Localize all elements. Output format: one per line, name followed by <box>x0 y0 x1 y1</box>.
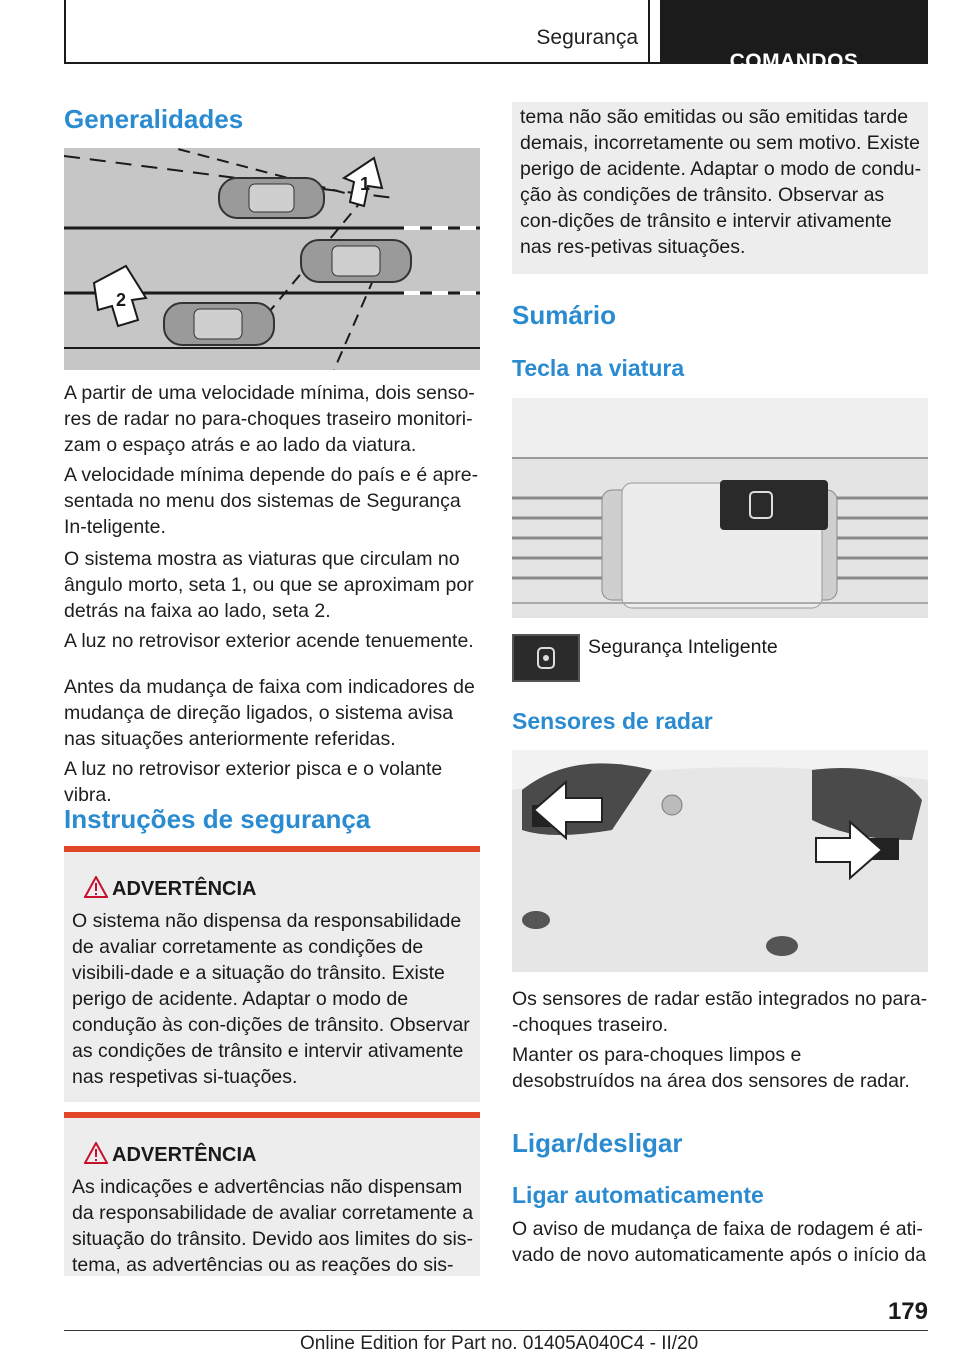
button-label: Segurança Inteligente <box>588 636 778 658</box>
heading-sensors: Sensores de radar <box>512 708 713 734</box>
warning-text: As indicações e advertências não dispensam da responsabilidade de avaliar corretamente a situação do trânsito. Devido aos limites do sis-tema, as advertências ou as reações do sis- <box>72 1176 474 1276</box>
paragraph-min-speed: A velocidade mínima depende do país e é apre-sentada no menu dos sistemas de Segurança In-teligente. <box>64 464 479 538</box>
warning-triangle-icon <box>84 876 108 898</box>
warning-title: ADVERTÊNCIA <box>112 1144 257 1166</box>
heading-generalidades: Generalidades <box>64 104 244 134</box>
warning-triangle-icon <box>84 1142 108 1164</box>
warning-box-2 <box>64 1112 480 1276</box>
footer-edition: Online Edition for Part no. 01405A040C4 - II/20 <box>300 1333 699 1354</box>
heading-button: Tecla na viatura <box>512 355 685 381</box>
heading-onoff: Ligar/desligar <box>512 1128 683 1158</box>
car-top <box>219 178 324 218</box>
heading-summary: Sumário <box>512 300 617 330</box>
car-bottom <box>164 303 274 345</box>
paragraph-sensors-1: Os sensores de radar estão integrados no para--choques traseiro. <box>512 988 928 1036</box>
warning-box-1 <box>64 846 480 1102</box>
intelligent-safety-button-icon <box>512 634 580 682</box>
paragraph-mirror-blink: A luz no retrovisor exterior pisca e o volante vibra. <box>64 758 443 806</box>
header-chapter-tab <box>660 0 928 73</box>
warning-text-continued: tema não são emitidas ou são emitidas tarde demais, incorretamente ou sem motivo. Existe perigo de acidente. Adaptar o modo de condu-ção às condições de trânsito. Observar as con-dições de trânsito e intervir ativamente nas res-petivas situações. <box>520 106 922 258</box>
paragraph-display: O sistema mostra as viaturas que circulam no ângulo morto, seta 1, ou que se aproximam por detrás na faixa ao lado, seta 2. <box>64 548 474 622</box>
button-photo <box>512 398 928 618</box>
svg-text:1: 1 <box>360 174 371 194</box>
paragraph-lane-change: Antes da mudança de faixa com indicadores de mudança de direção ligados, o sistema avisa nas situações anteriormente referidas. <box>64 676 475 750</box>
blind-spot-illustration <box>64 148 480 370</box>
warning-title: ADVERTÊNCIA <box>112 878 257 900</box>
paragraph-intro: A partir de uma velocidade mínima, dois senso-res de radar no para-choques traseiro monitori-zam o espaço atrás e ao lado da viatura. <box>64 382 475 456</box>
warning-box-2-continued <box>512 102 928 274</box>
footer-rule <box>64 1330 928 1331</box>
header-mid-border <box>648 0 650 64</box>
paragraph-auto-on: O aviso de mudança de faixa de rodagem é ati-vado de novo automaticamente após o início da <box>512 1218 927 1266</box>
header-chapter-label: COMANDOS <box>729 50 859 73</box>
header-section-title: Segurança <box>536 26 638 49</box>
heading-safety: Instruções de segurança <box>64 804 371 834</box>
paragraph-sensors-2: Manter os para-choques limpos e desobstruídos na área dos sensores de radar. <box>512 1044 910 1092</box>
svg-text:2: 2 <box>116 290 127 310</box>
heading-auto-on: Ligar automaticamente <box>512 1182 764 1208</box>
car-middle <box>301 240 411 282</box>
page-number: 179 <box>887 1298 928 1325</box>
warning-text: O sistema não dispensa da responsabilidade de avaliar corretamente as condições de visibili-dade e a situação do trânsito. Existe perigo de acidente. Adaptar o modo de condução às con-dições de trânsito. Observar as condições de trânsito e intervir ativamente nas respetivas si-tuações. <box>72 910 470 1088</box>
radar-sensor-photo <box>512 750 928 972</box>
header-left-border <box>64 0 66 64</box>
paragraph-mirror-light: A luz no retrovisor exterior acende tenuemente. <box>64 630 474 652</box>
